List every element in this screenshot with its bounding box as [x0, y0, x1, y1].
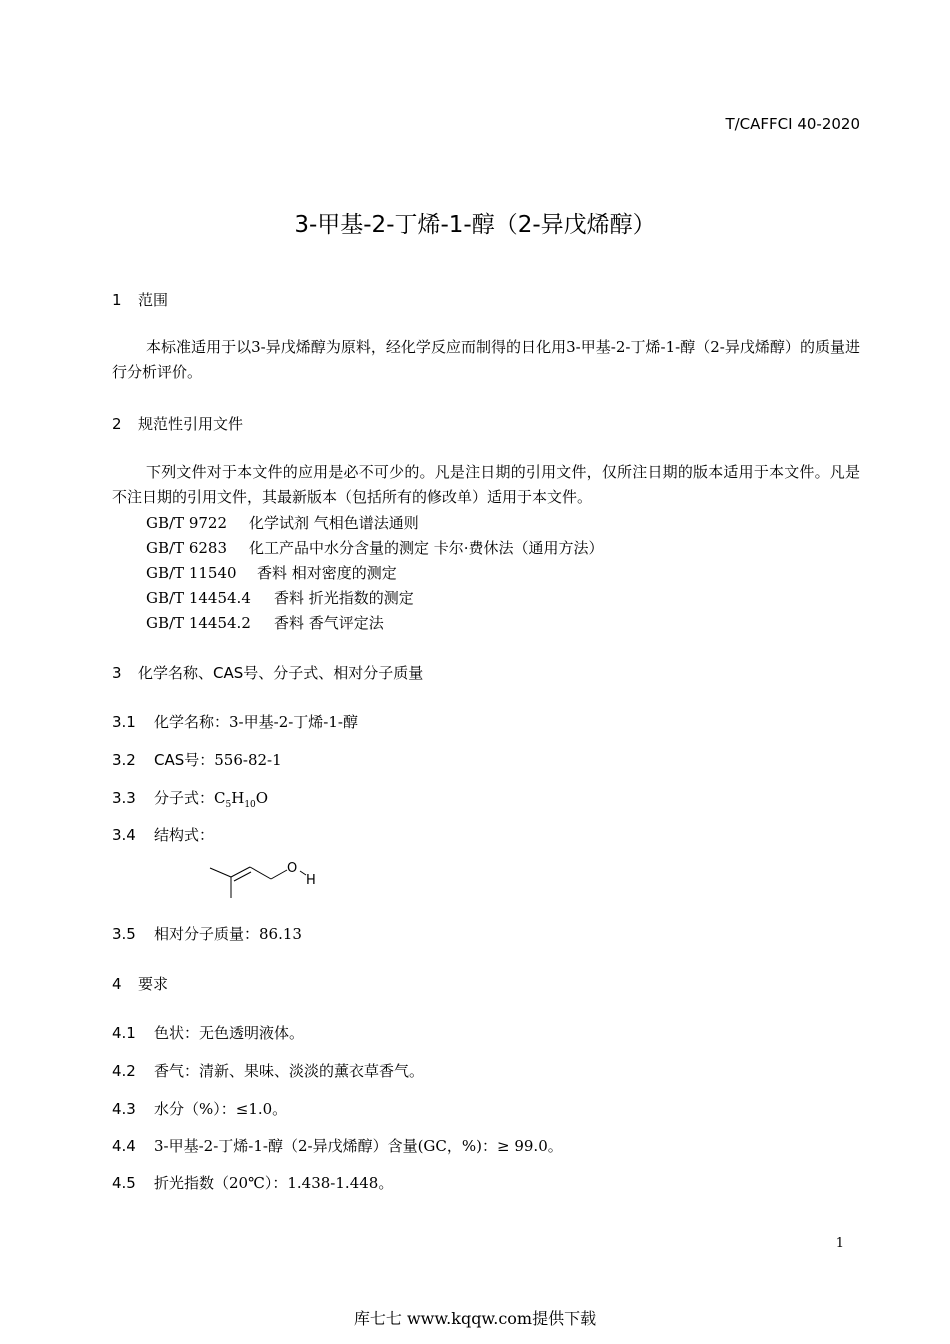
item-3-1	[112, 711, 358, 732]
item-4-1	[112, 1022, 304, 1043]
section-title: 范围	[138, 291, 169, 309]
item-number: 4.4	[112, 1137, 136, 1155]
section-number: 4	[112, 975, 122, 993]
item-value: 556-82-1	[214, 751, 282, 769]
structural-formula	[205, 855, 330, 905]
item-3-5	[112, 923, 302, 944]
reference-name: 香料 香气评定法	[274, 614, 384, 632]
section-1-paragraph: 本标准适用于以3-异戊烯醇为原料，经化学反应而制得的日化用3-甲基-2-丁烯-1-醇（2-异戊烯醇）的质量进行分析评价。	[112, 338, 860, 381]
section-number: 3	[112, 664, 122, 682]
item-4-4	[112, 1135, 563, 1156]
item-label: 相对分子质量：	[154, 925, 260, 943]
item-text: 香气：清新、果味、淡淡的薰衣草香气。	[154, 1062, 425, 1080]
section-1-heading	[112, 289, 168, 310]
reference-code: GB/T 11540	[146, 564, 237, 582]
reference-name: 化工产品中水分含量的测定 卡尔·费休法（通用方法）	[249, 539, 604, 557]
oxygen-atom: O	[287, 861, 298, 876]
reference-code: GB/T 14454.2	[146, 614, 251, 632]
reference-code: GB/T 9722	[146, 514, 228, 532]
download-footer: 库七七 www.kqqw.com提供下载	[353, 1309, 597, 1328]
item-number: 3.5	[112, 925, 136, 943]
standard-number: T/CAFFCI 40-2020	[725, 115, 860, 133]
item-3-2	[112, 749, 282, 770]
item-number: 3.4	[112, 826, 136, 844]
reference-name: 香料 折光指数的测定	[274, 589, 414, 607]
item-text: 折光指数（20℃）：1.438-1.448。	[154, 1174, 394, 1192]
item-text: 水分（%）：≤1.0。	[154, 1100, 288, 1118]
section-4-heading	[112, 973, 168, 994]
section-2-paragraph: 下列文件对于本文件的应用是必不可少的。凡是注日期的引用文件，仅所注日期的版本适用于本文件。凡是不注日期的引用文件，其最新版本（包括所有的修改单）适用于本文件。	[112, 463, 860, 506]
page-number: 1	[835, 1236, 844, 1251]
item-4-5	[112, 1172, 393, 1193]
item-label: 化学名称：	[154, 713, 230, 731]
item-4-2	[112, 1060, 424, 1081]
item-3-4	[112, 824, 214, 845]
item-label: 结构式：	[154, 826, 215, 844]
hydrogen-atom: H	[306, 873, 316, 888]
section-title: 规范性引用文件	[138, 415, 244, 433]
reference-item	[146, 512, 419, 533]
item-value: 86.13	[259, 925, 302, 943]
section-number: 2	[112, 415, 122, 433]
reference-code: GB/T 14454.4	[146, 589, 251, 607]
reference-name: 化学试剂 气相色谱法通则	[249, 514, 419, 532]
item-label: 分子式：	[154, 789, 215, 807]
item-number: 4.5	[112, 1174, 136, 1192]
item-3-3	[112, 787, 268, 810]
item-4-3	[112, 1098, 287, 1119]
section-title: 化学名称、CAS号、分子式、相对分子质量	[138, 664, 424, 682]
reference-item	[146, 587, 414, 608]
item-text: 3-甲基-2-丁烯-1-醇（2-异戊烯醇）含量(GC，%)：≥ 99.0。	[154, 1137, 563, 1155]
item-number: 4.2	[112, 1062, 136, 1080]
item-value: 3-甲基-2-丁烯-1-醇	[229, 713, 358, 731]
document-title: 3-甲基-2-丁烯-1-醇（2-异戊烯醇）	[294, 212, 656, 238]
reference-item	[146, 537, 604, 558]
section-number: 1	[112, 291, 122, 309]
item-number: 4.3	[112, 1100, 136, 1118]
item-number: 3.3	[112, 789, 136, 807]
molecular-formula: $C_5H_{10}O$	[214, 789, 269, 810]
item-number: 3.1	[112, 713, 136, 731]
item-label: CAS号：	[154, 751, 215, 769]
reference-name: 香料 相对密度的测定	[257, 564, 397, 582]
section-2-heading	[112, 413, 243, 434]
reference-code: GB/T 6283	[146, 539, 228, 557]
section-title: 要求	[138, 975, 169, 993]
item-number: 3.2	[112, 751, 136, 769]
section-3-heading	[112, 662, 423, 683]
reference-item	[146, 612, 384, 633]
item-number: 4.1	[112, 1024, 136, 1042]
reference-item	[146, 562, 397, 583]
item-text: 色状：无色透明液体。	[154, 1024, 305, 1042]
